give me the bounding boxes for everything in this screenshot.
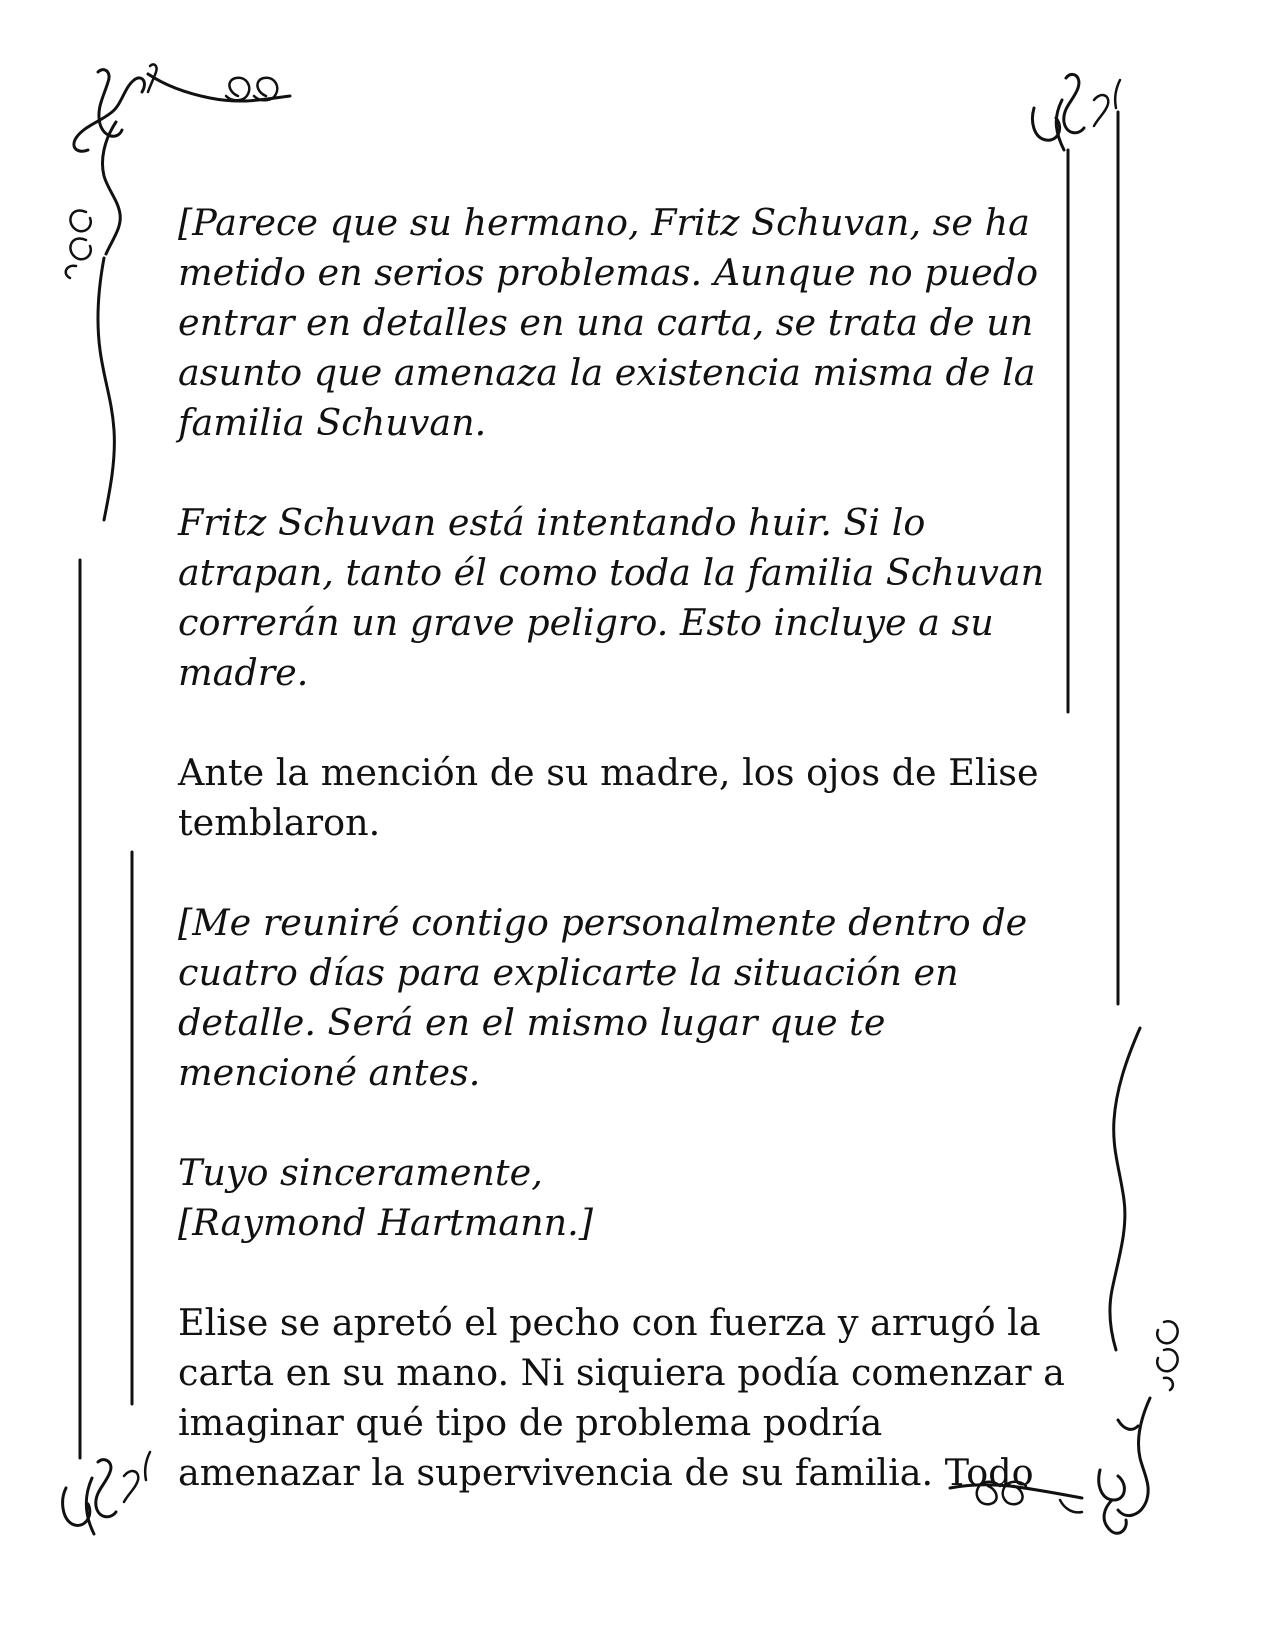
document-body: [178, 198, 1118, 1548]
top-right-flourish: [1033, 74, 1121, 150]
text-line: [Me reuniré contigo personalmente dentro de: [178, 901, 1028, 944]
text-line: metido en serios problemas. Aunque no puedo: [178, 251, 1039, 294]
text-line: madre.: [178, 651, 309, 694]
text-line: detalle. Será en el mismo lugar que te: [178, 1001, 886, 1044]
text-line: familia Schuvan.: [178, 401, 487, 444]
text-line: atrapan, tanto él como toda la familia Schuvan: [178, 551, 1045, 594]
text-line: temblaron.: [178, 801, 381, 844]
text-line: amenazar la supervivencia de su familia. Todo: [178, 1451, 1034, 1494]
left-curve: [98, 258, 114, 520]
paragraph-letter-1: [178, 198, 1118, 448]
paragraph-letter-3: [178, 898, 1118, 1098]
text-line: correrán un grave peligro. Esto incluye a su: [178, 601, 994, 644]
paragraph-narration-2: [178, 1298, 1118, 1498]
text-line: cuatro días para explicarte la situación en: [178, 951, 959, 994]
text-line: entrar en detalles en una carta, se trata de un: [178, 301, 1034, 344]
text-line: Ante la mención de su madre, los ojos de Elise: [178, 751, 1039, 794]
text-line: [Raymond Hartmann.]: [178, 1201, 593, 1244]
text-line: imaginar qué tipo de problema podría: [178, 1401, 883, 1444]
paragraph-narration-1: [178, 748, 1118, 848]
paragraph-letter-2: [178, 498, 1118, 698]
text-line: carta en su mano. Ni siquiera podía comenzar a: [178, 1351, 1065, 1394]
text-line: asunto que amenaza la existencia misma de la: [178, 351, 1036, 394]
text-line: mencioné antes.: [178, 1051, 481, 1094]
text-line: Fritz Schuvan está intentando huir. Si lo: [178, 501, 926, 544]
text-line: [Parece que su hermano, Fritz Schuvan, se ha: [178, 201, 1030, 244]
text-line: Elise se apretó el pecho con fuerza y arrugó la: [178, 1301, 1041, 1344]
text-line: Tuyo sinceramente,: [178, 1151, 543, 1194]
paragraph-signature: [178, 1148, 1118, 1248]
bottom-left-flourish: [63, 1452, 150, 1534]
